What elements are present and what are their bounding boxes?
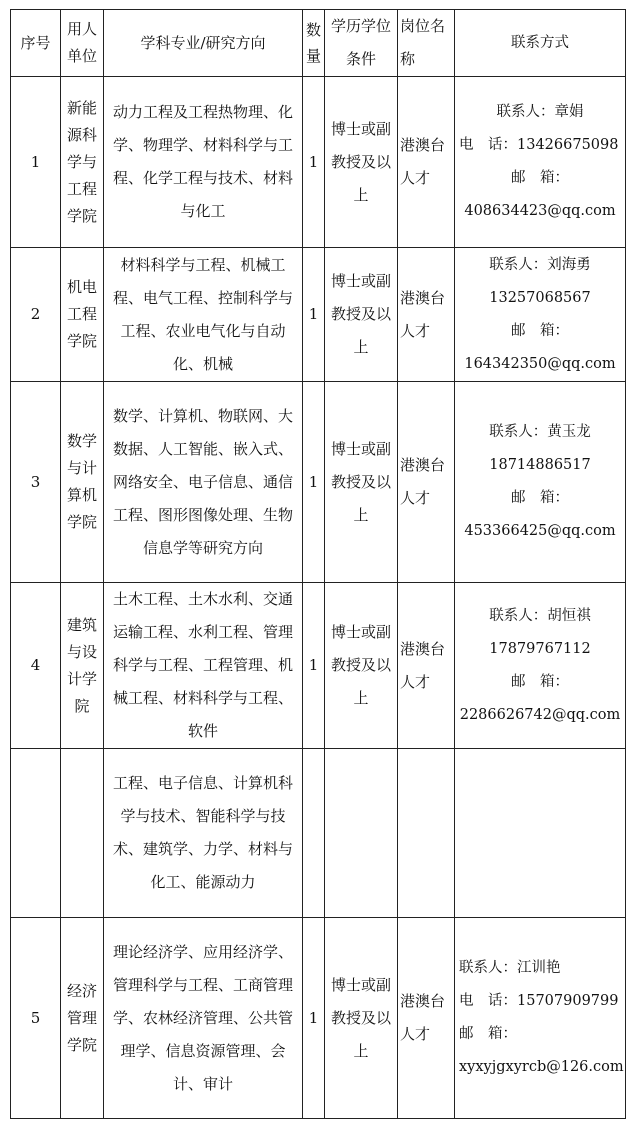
row-unit: 机电工程学院 xyxy=(61,248,104,382)
table-row xyxy=(11,77,626,248)
contact-email: xyxyjgxyrcb@126.com xyxy=(459,1059,624,1075)
row-contact xyxy=(455,77,626,248)
contact-email: 408634423@qq.com xyxy=(464,203,616,219)
row-contact xyxy=(455,583,626,749)
contact-email-label: 邮 箱： xyxy=(459,1026,517,1042)
contact-email: 453366425@qq.com xyxy=(464,523,616,539)
contact-email: 2286626742@qq.com xyxy=(459,706,621,723)
row-contact xyxy=(455,248,626,382)
row-edu: 博士或副教授及以上 xyxy=(325,248,398,382)
row-no: 3 xyxy=(11,382,61,583)
contact-person: 联系人：黄玉龙 xyxy=(489,424,591,440)
row-no xyxy=(11,749,61,918)
row-num: 1 xyxy=(303,248,325,382)
row-num: 1 xyxy=(303,583,325,749)
header-post: 岗位名称 xyxy=(398,10,455,77)
recruitment-table xyxy=(10,9,626,1119)
row-edu: 博士或副教授及以上 xyxy=(325,382,398,583)
row-num: 1 xyxy=(303,918,325,1119)
table-row xyxy=(11,749,626,918)
table-row xyxy=(11,248,626,382)
row-no: 5 xyxy=(11,918,61,1119)
header-unit: 用人单位 xyxy=(61,10,104,77)
row-no: 1 xyxy=(11,77,61,248)
contact-email-label: 邮 箱： xyxy=(511,170,569,186)
contact-email-label: 邮 箱： xyxy=(511,490,569,506)
row-unit: 经济管理学院 xyxy=(61,918,104,1119)
row-edu: 博士或副教授及以上 xyxy=(325,583,398,749)
header-no: 序号 xyxy=(11,10,61,77)
contact-phone: 13257068567 xyxy=(489,289,591,306)
contact-person: 联系人：刘海勇 xyxy=(489,256,591,273)
row-post xyxy=(398,749,455,918)
contact-phone: 电 话：13426675098 xyxy=(459,137,619,153)
contact-person: 联系人：章娟 xyxy=(496,104,584,120)
contact-phone: 18714886517 xyxy=(489,457,591,473)
row-num: 1 xyxy=(303,77,325,248)
table-row xyxy=(11,382,626,583)
row-major: 工程、电子信息、计算机科学与技术、智能科学与技术、建筑学、力学、材料与化工、能源动力 xyxy=(104,749,303,918)
contact-email-label: 邮 箱： xyxy=(511,322,569,339)
header-row xyxy=(11,10,626,77)
row-post: 港澳台人才 xyxy=(398,77,455,248)
row-post: 港澳台人才 xyxy=(398,583,455,749)
row-post: 港澳台人才 xyxy=(398,248,455,382)
row-contact xyxy=(455,749,626,918)
row-major: 动力工程及工程热物理、化学、物理学、材料科学与工程、化学工程与技术、材料与化工 xyxy=(104,77,303,248)
header-major: 学科专业/研究方向 xyxy=(104,10,303,77)
row-unit: 建筑与设计学院 xyxy=(61,583,104,749)
header-num: 数量 xyxy=(303,10,325,77)
row-post: 港澳台人才 xyxy=(398,382,455,583)
row-post: 港澳台人才 xyxy=(398,918,455,1119)
contact-phone: 电 话：15707909799 xyxy=(459,993,619,1009)
row-unit xyxy=(61,749,104,918)
row-num xyxy=(303,749,325,918)
row-major: 材料科学与工程、机械工程、电气工程、控制科学与工程、农业电气化与自动化、机械 xyxy=(104,248,303,382)
header-edu: 学历学位条件 xyxy=(325,10,398,77)
table-row xyxy=(11,918,626,1119)
row-edu: 博士或副教授及以上 xyxy=(325,918,398,1119)
row-unit: 新能源科学与工程学院 xyxy=(61,77,104,248)
contact-phone: 17879767112 xyxy=(489,640,591,657)
contact-person: 联系人：胡恒祺 xyxy=(489,607,591,624)
row-contact xyxy=(455,918,626,1119)
row-no: 4 xyxy=(11,583,61,749)
table-row xyxy=(11,583,626,749)
row-edu xyxy=(325,749,398,918)
row-major: 理论经济学、应用经济学、管理科学与工程、工商管理学、农林经济管理、公共管理学、信息资源管理、会计、审计 xyxy=(104,918,303,1119)
row-num: 1 xyxy=(303,382,325,583)
row-contact xyxy=(455,382,626,583)
row-major: 数学、计算机、物联网、大数据、人工智能、嵌入式、网络安全、电子信息、通信工程、图形图像处理、生物信息学等研究方向 xyxy=(104,382,303,583)
row-major: 土木工程、土木水利、交通运输工程、水利工程、管理科学与工程、工程管理、机械工程、材料科学与工程、软件 xyxy=(104,583,303,749)
header-contact: 联系方式 xyxy=(455,10,626,77)
contact-person: 联系人：江训艳 xyxy=(459,960,561,976)
contact-email: 164342350@qq.com xyxy=(464,355,616,372)
row-unit: 数学与计算机学院 xyxy=(61,382,104,583)
row-edu: 博士或副教授及以上 xyxy=(325,77,398,248)
contact-email-label: 邮 箱： xyxy=(511,673,569,690)
row-no: 2 xyxy=(11,248,61,382)
